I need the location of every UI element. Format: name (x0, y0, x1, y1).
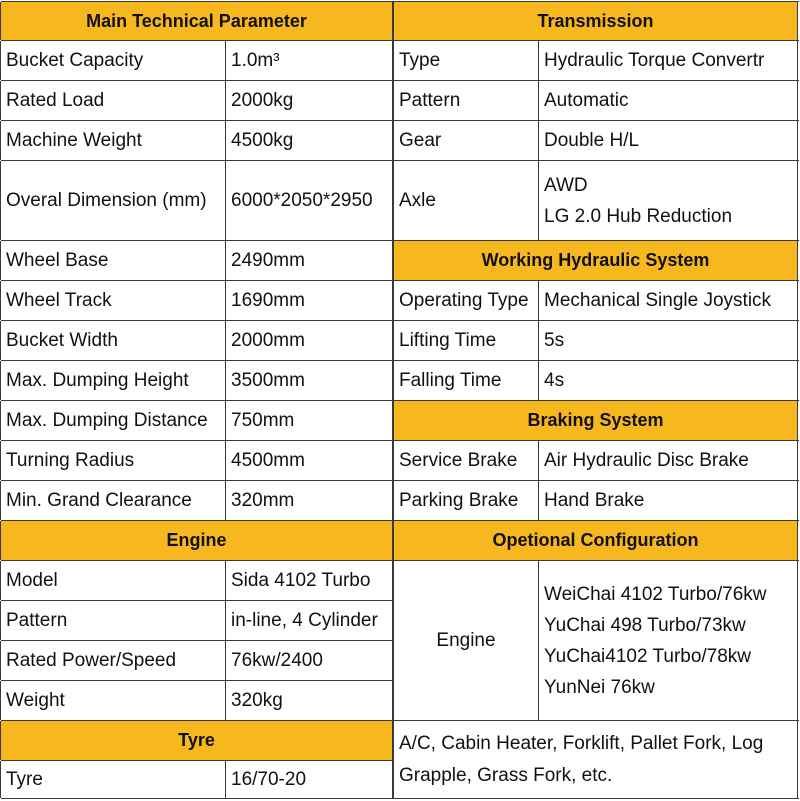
table-row (1, 481, 394, 521)
param-value: 4500mm (225, 441, 393, 480)
engine-header-row (1, 521, 394, 561)
param-value: 750mm (225, 401, 393, 440)
table-row (1, 601, 394, 641)
table-row (394, 281, 799, 321)
table-row (1, 121, 394, 161)
param-key: Service Brake (393, 441, 539, 480)
axle-line: LG 2.0 Hub Reduction (544, 205, 733, 227)
table-row (394, 41, 799, 81)
table-row (1, 641, 394, 681)
right-column (394, 1, 799, 799)
table-row (1, 281, 394, 321)
param-key: Max. Dumping Distance (0, 401, 226, 440)
param-key: Operating Type (393, 281, 539, 320)
braking-header: Braking System (393, 401, 798, 440)
param-value: in-line, 4 Cylinder (225, 601, 393, 640)
main-parameter-header-row (1, 1, 394, 41)
optional-header: Opetional Configuration (393, 521, 798, 560)
table-row (394, 121, 799, 161)
param-key: Min. Grand Clearance (0, 481, 226, 520)
param-key: Gear (393, 121, 539, 160)
optional-engine-options (538, 561, 798, 720)
table-row (394, 721, 799, 799)
param-key: Lifting Time (393, 321, 539, 360)
hydraulic-header: Working Hydraulic System (393, 241, 798, 280)
table-row (394, 361, 799, 401)
table-row (1, 401, 394, 441)
table-row (394, 441, 799, 481)
table-row (1, 241, 394, 281)
param-key: Wheel Base (0, 241, 226, 280)
table-row (1, 321, 394, 361)
param-value: 4s (538, 361, 798, 400)
param-key: Bucket Capacity (0, 41, 226, 80)
param-value: 320kg (225, 681, 393, 720)
table-row (1, 441, 394, 481)
axle-line: AWD (544, 174, 588, 196)
engine-option: YuChai 498 Turbo/73kw (544, 614, 746, 636)
param-value: 6000*2050*2950 (225, 161, 393, 240)
tyre-header: Tyre (0, 721, 393, 760)
param-value: Sida 4102 Turbo (225, 561, 393, 600)
param-value: 1.0m³ (225, 41, 393, 80)
param-value: 1690mm (225, 281, 393, 320)
table-row (1, 681, 394, 721)
transmission-header: Transmission (393, 2, 798, 40)
param-value: Hand Brake (538, 481, 798, 520)
optional-accessories: A/C, Cabin Heater, Forklift, Pallet Fork, Log Grapple, Grass Fork, etc. (393, 721, 798, 798)
param-key: Turning Radius (0, 441, 226, 480)
param-value: 2490mm (225, 241, 393, 280)
param-key: Type (393, 41, 539, 80)
table-row (1, 361, 394, 401)
param-key: Rated Power/Speed (0, 641, 226, 680)
table-row (1, 81, 394, 121)
spec-table (1, 1, 799, 799)
transmission-header-row (394, 1, 799, 41)
left-column (1, 1, 394, 799)
param-value: 3500mm (225, 361, 393, 400)
braking-header-row (394, 401, 799, 441)
param-key: Pattern (0, 601, 226, 640)
hydraulic-header-row (394, 241, 799, 281)
param-key: Wheel Track (0, 281, 226, 320)
engine-option: WeiChai 4102 Turbo/76kw (544, 583, 767, 605)
param-key: Weight (0, 681, 226, 720)
main-parameter-header: Main Technical Parameter (0, 2, 393, 40)
optional-header-row (394, 521, 799, 561)
param-key: Axle (393, 161, 539, 240)
table-row (1, 561, 394, 601)
param-key: Max. Dumping Height (0, 361, 226, 400)
optional-engine-label: Engine (393, 561, 539, 720)
table-row (394, 481, 799, 521)
param-value: 76kw/2400 (225, 641, 393, 680)
param-value: 4500kg (225, 121, 393, 160)
param-key: Machine Weight (0, 121, 226, 160)
table-row (1, 761, 394, 799)
param-key: Pattern (393, 81, 539, 120)
param-key: Rated Load (0, 81, 226, 120)
param-value: 5s (538, 321, 798, 360)
table-row (1, 41, 394, 81)
engine-option: YunNei 76kw (544, 676, 655, 698)
param-value: 320mm (225, 481, 393, 520)
param-key: Falling Time (393, 361, 539, 400)
param-value: Hydraulic Torque Convertr (538, 41, 798, 80)
param-key: Overal Dimension (mm) (0, 161, 226, 240)
param-key: Bucket Width (0, 321, 226, 360)
table-row (394, 161, 799, 241)
table-row (394, 561, 799, 721)
table-row (1, 161, 394, 241)
param-value: Double H/L (538, 121, 798, 160)
param-value: 2000mm (225, 321, 393, 360)
param-value: Automatic (538, 81, 798, 120)
param-key: Parking Brake (393, 481, 539, 520)
tyre-header-row (1, 721, 394, 761)
table-row (394, 321, 799, 361)
table-row (394, 81, 799, 121)
engine-header: Engine (0, 521, 393, 560)
param-value (538, 161, 798, 240)
param-key: Tyre (0, 761, 226, 798)
param-value: 16/70-20 (225, 761, 393, 798)
param-value: 2000kg (225, 81, 393, 120)
engine-option: YuChai4102 Turbo/78kw (544, 645, 752, 667)
param-key: Model (0, 561, 226, 600)
param-value: Mechanical Single Joystick (538, 281, 798, 320)
param-value: Air Hydraulic Disc Brake (538, 441, 798, 480)
